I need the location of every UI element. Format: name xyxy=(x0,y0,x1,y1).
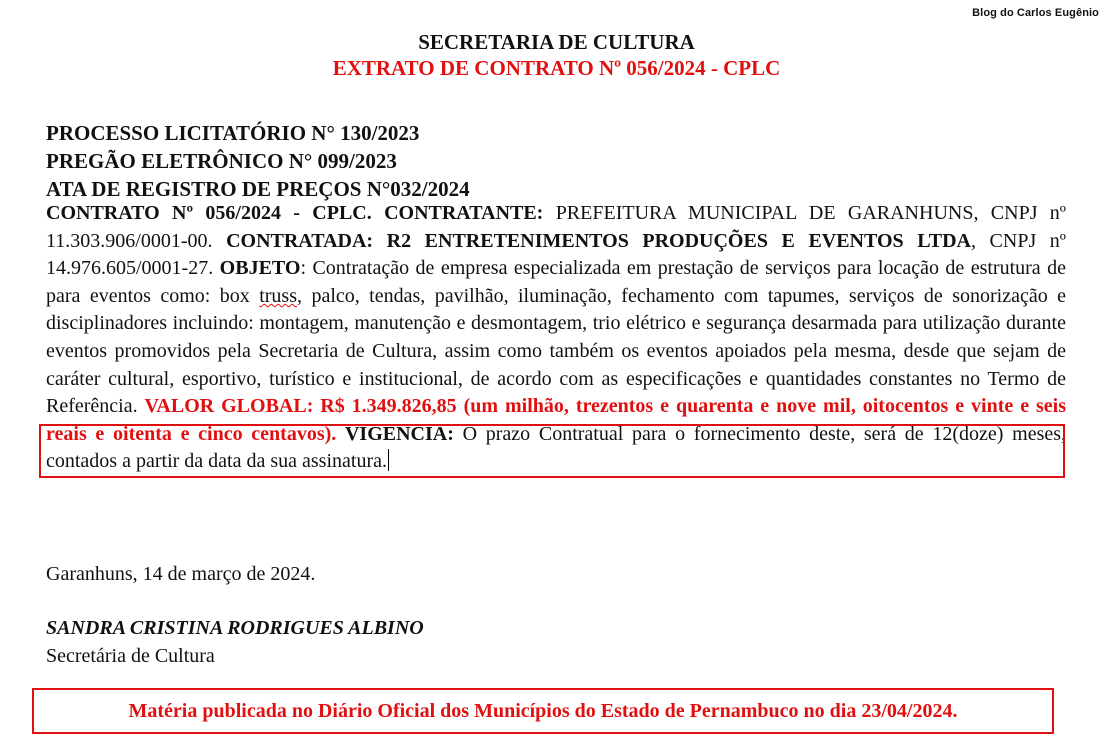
valor-highlight-box xyxy=(39,424,1065,478)
signatory-role: Secretária de Cultura xyxy=(46,645,215,667)
reference-processo: PROCESSO LICITATÓRIO N° 130/2023 xyxy=(46,121,420,145)
contratante-label: CONTRATANTE: xyxy=(384,202,544,224)
objeto-text-2: , palco, tendas, pavilhão, iluminação, fechamento com tapumes, serviços de sonorização e disciplinadores incluindo: montagem, manutenção e desmontagem, trio elétrico e segurança desarmada para utilização durante eventos promovidos pela Secretaria de Cultura, assim como também os eventos apoiados pela mesma, desde que sejam de caráter cultural, esportivo, turístico e institucional, de acordo com as especificações e quantidades constantes no Termo de Referência. xyxy=(46,284,1067,418)
signatory-name: SANDRA CRISTINA RODRIGUES ALBINO xyxy=(46,617,424,639)
vigencia-text: O prazo Contratual para o fornecimento deste, será de 12(doze) meses, contados a partir da data da sua assinatura. xyxy=(46,422,1067,473)
vigencia-label: VIGENCIA: xyxy=(344,422,454,445)
objeto-text-1: : Contratação de empresa especializada em prestação de serviços para locação de estrutura de para eventos como: box xyxy=(46,257,1067,307)
publication-note xyxy=(32,688,1054,734)
contratada-value: , CNPJ nº 14.976.605/0001-27. xyxy=(46,229,1067,280)
reference-ata: ATA DE REGISTRO DE PREÇOS N°032/2024 xyxy=(46,177,470,201)
spellcheck-word: truss xyxy=(259,284,298,307)
document-date: Garanhuns, 14 de março de 2024. xyxy=(46,563,316,585)
reference-pregao: PREGÃO ELETRÔNICO N° 099/2023 xyxy=(46,149,397,173)
page-title: SECRETARIA DE CULTURA xyxy=(418,30,695,54)
reference-list xyxy=(46,119,470,203)
contratante-value: PREFEITURA MUNICIPAL DE GARANHUNS, CNPJ nº 11.303.906/0001-00. xyxy=(46,202,1066,252)
objeto-label: OBJETO xyxy=(219,257,301,280)
page-subtitle: EXTRATO DE CONTRATO Nº 056/2024 - CPLC xyxy=(332,56,781,80)
valor-global: VALOR GLOBAL: R$ 1.349.826,85 (um milhão, trezentos e quarenta e nove mil, oitocentos e vinte e seis reais e oitenta e cinco centavos). xyxy=(46,395,1067,445)
publication-note-text: Matéria publicada no Diário Oficial dos Municípios do Estado de Pernambuco no dia 23/04/2024. xyxy=(128,699,958,722)
blog-watermark: Blog do Carlos Eugênio xyxy=(972,7,1099,19)
contrato-label: CONTRATO Nº 056/2024 - CPLC. xyxy=(46,202,372,224)
contratada-label: CONTRATADA: R2 ENTRETENIMENTOS PRODUÇÕES E EVENTOS LTDA xyxy=(226,229,971,252)
